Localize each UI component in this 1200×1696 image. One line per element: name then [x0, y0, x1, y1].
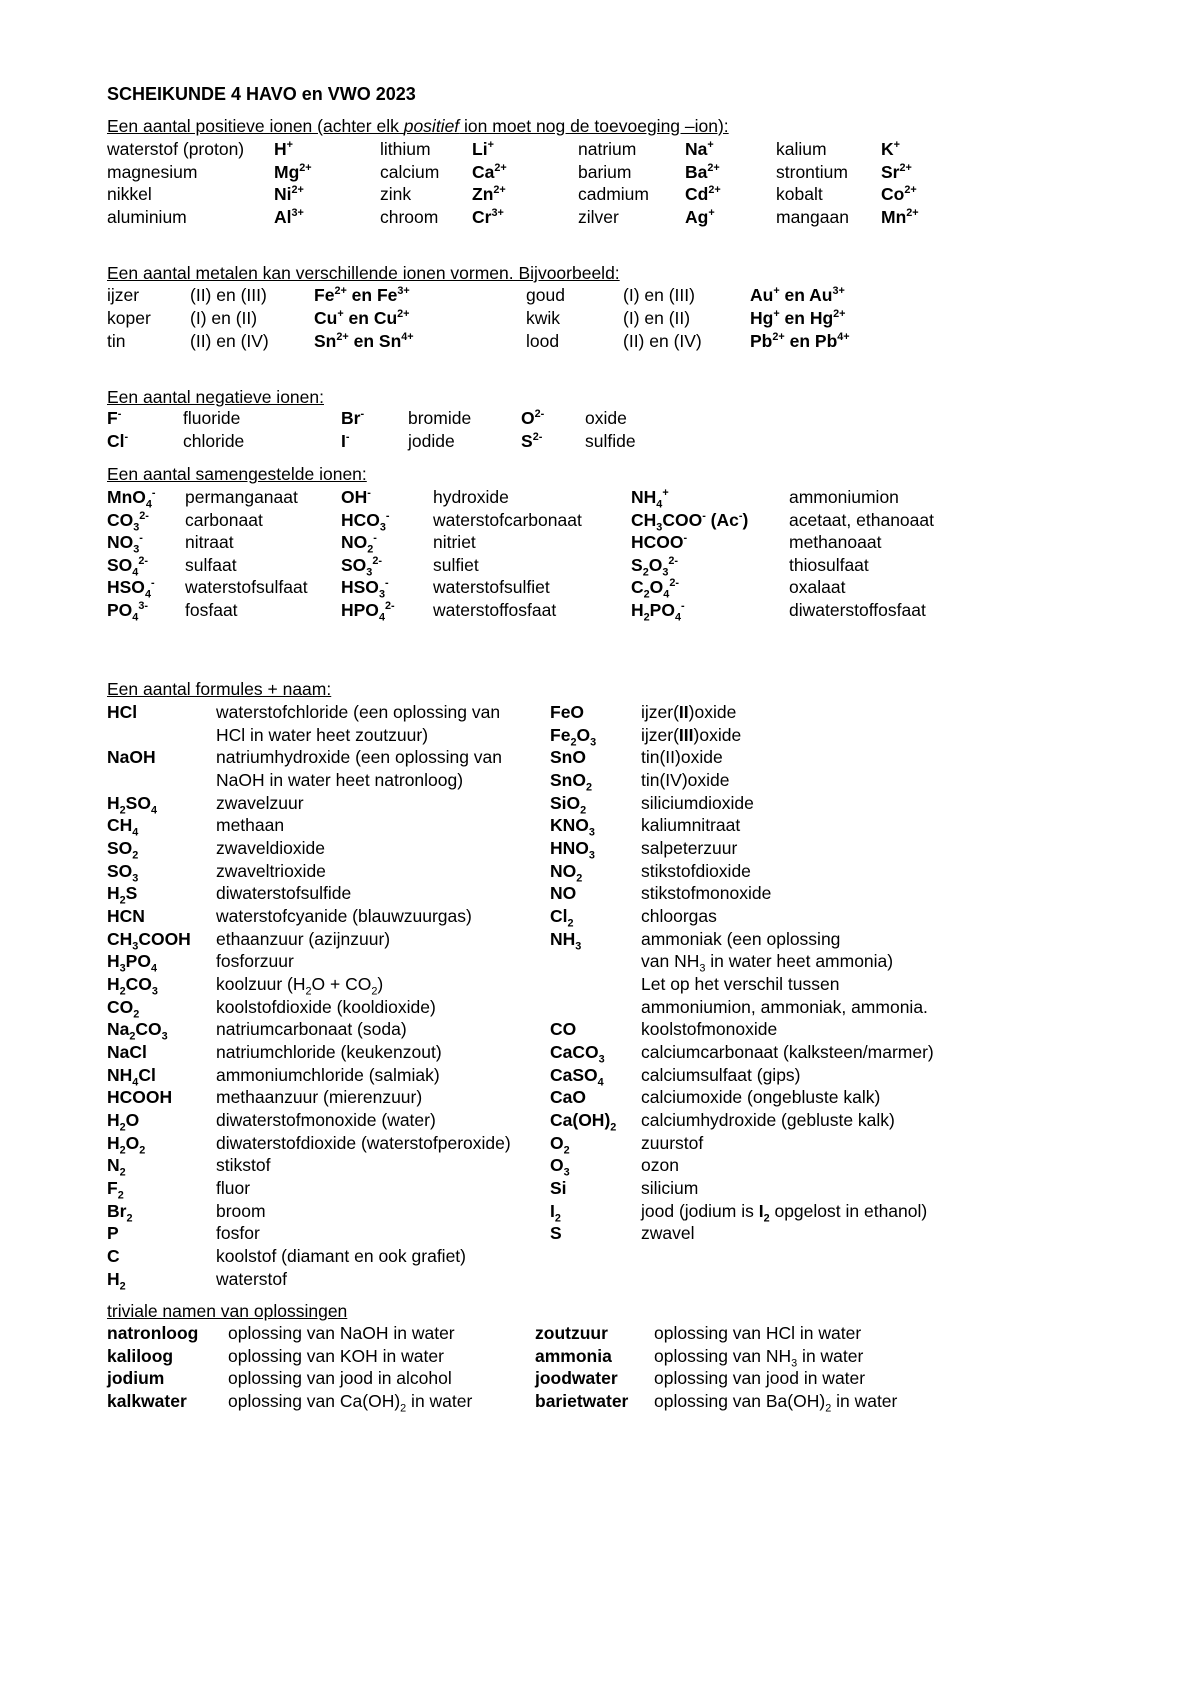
formula-name: diwaterstofsulfide	[216, 883, 352, 904]
formula-name: broom	[216, 1200, 266, 1221]
compound-ion-name: thiosulfaat	[789, 554, 869, 575]
trivial-name: kalkwater	[107, 1390, 187, 1411]
compound-ion-name: permanganaat	[185, 487, 298, 507]
compound-ion-name: sulfiet	[433, 554, 479, 575]
formula: $SO_2$	[107, 837, 139, 862]
neg-ion-symbol: F-	[107, 408, 122, 428]
formula-name: silicium	[641, 1177, 699, 1198]
compound-ion-name: ammoniumion	[789, 487, 899, 507]
formula-name: koolzuur $(H_2O + CO_2)$	[216, 973, 384, 998]
formula-name: ammoniak (een oplossing	[641, 928, 841, 949]
compound-ion-formula: $HCO_3^-$	[341, 509, 390, 534]
metal-ion-formulas: $Fe^{2+}$ en $Fe^{3+}$	[314, 285, 410, 305]
formula: CO	[550, 1019, 577, 1040]
neg-ion-name: fluoride	[183, 408, 241, 428]
formula-name: natriumhydroxide (een oplossing van	[216, 747, 502, 768]
ion-name: zilver	[578, 206, 619, 227]
formula-name: tin(II)oxide	[641, 747, 723, 768]
formula: $Br_2$	[107, 1200, 133, 1225]
compound-ion-formula: $HSO_4^-$	[107, 577, 155, 601]
ion-symbol: $Ni^{2+}$	[274, 184, 304, 204]
formula: $CH_3COOH$	[107, 928, 191, 953]
neg-ion-name: sulfide	[585, 431, 636, 451]
formula: $Ca(OH)_2$	[550, 1109, 617, 1134]
compound-ion-formula: $PO_4^{3-}$	[107, 600, 148, 624]
ion-symbol: $Cr^{3+}$	[472, 206, 504, 227]
formula-name: tin(IV)oxide	[641, 769, 730, 790]
formula: FeO	[550, 702, 585, 722]
metal-ion-formulas: Au+ en $Au^{3+}$	[750, 285, 845, 305]
trivial-description: oplossing van NaOH in water	[228, 1323, 455, 1343]
formula-name: calciumcarbonaat (kalksteen/marmer)	[641, 1041, 934, 1062]
formula: $CO_2$	[107, 996, 140, 1021]
formula: $HNO_3$	[550, 837, 595, 862]
compound-ion-name: waterstofcarbonaat	[433, 509, 582, 530]
formula: $H_2$	[107, 1268, 126, 1292]
compound-ion-formula: $C_2O_4^{2-}$	[631, 577, 679, 601]
metal-charges: (I) en (II)	[190, 308, 258, 328]
ion-symbol: Na+	[685, 139, 714, 159]
metal-name: tin	[107, 331, 126, 351]
compound-ion-formula: OH-	[341, 487, 371, 507]
formula: C	[107, 1245, 120, 1266]
ion-symbol: H+	[274, 139, 293, 159]
formula-name: zuurstof	[641, 1132, 704, 1153]
metal-name: goud	[526, 285, 565, 305]
trivial-description: oplossing van jood in alcohol	[228, 1368, 452, 1389]
formula-name: ethaanzuur (azijnzuur)	[216, 928, 391, 949]
formula-name: stikstof	[216, 1155, 271, 1176]
neg-ion-name: chloride	[183, 431, 245, 451]
formula-name: zwavelzuur	[216, 792, 304, 813]
formula-name: koolstofdioxide (kooldioxide)	[216, 996, 436, 1017]
formula: HCl	[107, 702, 138, 722]
metal-name: koper	[107, 308, 151, 328]
formula: NO	[550, 883, 577, 904]
formula: Si	[550, 1177, 567, 1198]
formula-name: van $NH_3$ in water heet ammonia)	[641, 951, 894, 975]
compound-ion-formula: $CO_3^{2-}$	[107, 509, 149, 534]
ion-name: kobalt	[776, 184, 823, 204]
neg-ion-symbol: Cl-	[107, 431, 129, 451]
formula-name: natriumcarbonaat (soda)	[216, 1019, 407, 1040]
compound-ion-formula: $CH_3COO^-$ (Ac-)	[631, 509, 749, 534]
formula-name: zwaveltrioxide	[216, 860, 326, 881]
ion-name: aluminium	[107, 206, 187, 227]
ion-symbol: $Ca^{2+}$	[472, 161, 507, 182]
formula-name: salpeterzuur	[641, 837, 738, 858]
formula-name: ammoniumion, ammoniak, ammonia.	[641, 996, 928, 1017]
formula: $Na_2CO_3$	[107, 1019, 168, 1043]
formula: $CH_4$	[107, 815, 139, 839]
compound-ion-name: carbonaat	[185, 509, 263, 530]
formula: $I_2$	[550, 1200, 561, 1225]
ion-symbol: $Ba^{2+}$	[685, 161, 720, 182]
trivial-name: barietwater	[535, 1390, 629, 1411]
formula: $O_2$	[550, 1132, 570, 1157]
trivial-description: oplossing van $NH_3$ in water	[654, 1345, 864, 1370]
formula: SnO$_2$	[550, 769, 593, 794]
compound-ion-formula: MnO$_4$-	[107, 487, 156, 511]
ion-symbol: $Sr^{2+}$	[881, 161, 912, 182]
ion-name: natrium	[578, 139, 637, 159]
formula-name: fosforzuur	[216, 951, 294, 972]
ion-symbol: $Co^{2+}$	[881, 184, 917, 204]
compound-ion-name: waterstofsulfaat	[185, 577, 308, 598]
ion-symbol: Li+	[472, 139, 494, 159]
trivial-description: oplossing van $Ca(OH)_2$ in water	[228, 1390, 473, 1415]
formula: P	[107, 1223, 119, 1244]
compound-ion-formula: $S_2O_3^{2-}$	[631, 554, 679, 579]
compound-ion-formula: HCOO-	[631, 532, 688, 553]
metal-charges: (I) en (III)	[623, 285, 695, 305]
metal-charges: (I) en (II)	[623, 308, 691, 328]
formula-name: methaan	[216, 815, 285, 836]
compound-ion-name: hydroxide	[433, 487, 509, 507]
formula-name: calciumhydroxide (gebluste kalk)	[641, 1109, 895, 1130]
trivial-name: natronloog	[107, 1323, 199, 1343]
formula-name: koolstof (diamant en ook grafiet)	[216, 1245, 466, 1266]
formula: $H_2O_2$	[107, 1132, 146, 1157]
ion-name: kalium	[776, 139, 827, 159]
formula-name: waterstof	[216, 1268, 287, 1289]
formula-name: stikstofmonoxide	[641, 883, 772, 904]
formula-name: kaliumnitraat	[641, 815, 741, 836]
ion-symbol: $Cd^{2+}$	[685, 184, 721, 204]
compound-ion-formula: $SO_4^{2-}$	[107, 554, 148, 579]
compound-ion-name: waterstoffosfaat	[433, 600, 557, 620]
ion-symbol: $Mg^{2+}$	[274, 161, 312, 182]
ion-symbol: K+	[881, 139, 900, 159]
compound-ion-formula: $HSO_3^-$	[341, 577, 389, 601]
ion-name: lithium	[380, 139, 431, 159]
formula: $NO_2$	[550, 860, 583, 885]
formula: NaOH	[107, 747, 156, 768]
ion-symbol: $Zn^{2+}$	[472, 184, 506, 204]
compound-ion-name: nitraat	[185, 532, 234, 553]
trivial-name: kaliloog	[107, 1345, 174, 1366]
formula-name: chloorgas	[641, 905, 717, 926]
ion-name: zink	[380, 184, 412, 204]
formula: S	[550, 1223, 562, 1244]
formula-name: NaOH in water heet natronloog)	[216, 769, 464, 790]
metal-ion-formulas: $Pb^{2+}$ en $Pb^{4+}$	[750, 331, 850, 351]
trivial-names-heading: triviale namen van oplossingen	[107, 1301, 348, 1321]
ion-symbol: $Mn^{2+}$	[881, 206, 919, 227]
formula: NaCl	[107, 1041, 147, 1062]
formula-name: jood (jodium is $I_2$ opgelost in ethanol)	[641, 1200, 928, 1225]
formula-name: HCl in water heet zoutzuur)	[216, 724, 429, 745]
ion-symbol: $Al^{3+}$	[274, 206, 304, 227]
metal-charges: (II) en (IV)	[190, 331, 269, 351]
metal-charges: (II) en (III)	[190, 285, 267, 305]
formula: $NH_4Cl$	[107, 1064, 156, 1089]
compound-ion-name: waterstofsulfiet	[433, 577, 550, 598]
formula-name: siliciumdioxide	[641, 792, 754, 813]
formula-name: fosfor	[216, 1223, 260, 1244]
compound-ion-formula: $NO_2^-$	[341, 532, 377, 556]
formula-name: diwaterstofmonoxide (water)	[216, 1109, 436, 1130]
formula-name: Let op het verschil tussen	[641, 973, 840, 994]
trivial-name: joodwater	[535, 1368, 618, 1389]
ion-name: barium	[578, 161, 632, 182]
formula-name: zwavel	[641, 1223, 695, 1244]
ion-symbol: Ag+	[685, 206, 715, 227]
compound-ions-heading: Een aantal samengestelde ionen:	[107, 464, 367, 484]
compound-ion-name: acetaat, ethanoaat	[789, 509, 934, 530]
formula-name: koolstofmonoxide	[641, 1019, 778, 1040]
formula-name: ijzer(II)oxide	[641, 702, 737, 722]
neg-ion-symbol: $O^{2-}$	[521, 408, 545, 428]
formula-name: diwaterstofdioxide (waterstofperoxide)	[216, 1132, 511, 1153]
neg-ion-symbol: $S^{2-}$	[521, 431, 543, 451]
formula: $H_2S$	[107, 883, 138, 907]
compound-ion-name: oxalaat	[789, 577, 846, 598]
formula-name: ammoniumchloride (salmiak)	[216, 1064, 440, 1085]
metal-charges: (II) en (IV)	[623, 331, 702, 351]
formula-name: fluor	[216, 1177, 251, 1198]
trivial-name: jodium	[107, 1368, 165, 1389]
compound-ion-formula: $NO_3^-$	[107, 532, 143, 556]
compound-ion-name: nitriet	[433, 532, 476, 553]
formula: $F_2$	[107, 1177, 124, 1202]
formula: $N_2$	[107, 1155, 126, 1179]
formula-name: methaanzuur (mierenzuur)	[216, 1087, 423, 1108]
ion-name: cadmium	[578, 184, 649, 204]
formula-name: calciumoxide (ongebluste kalk)	[641, 1087, 881, 1108]
formula-name: natriumchloride (keukenzout)	[216, 1041, 442, 1062]
positive-ions-heading: Een aantal positieve ionen (achter elk positief ion moet nog de toevoeging –ion):	[107, 116, 729, 136]
formula: CaCO$_3$	[550, 1041, 605, 1066]
compound-ion-name: fosfaat	[185, 600, 238, 620]
ion-name: chroom	[380, 206, 439, 227]
trivial-description: oplossing van KOH in water	[228, 1345, 444, 1366]
compound-ion-formula: $HPO_4^{2-}$	[341, 600, 395, 624]
compound-ion-formula: $SO_3^{2-}$	[341, 554, 382, 579]
compound-ion-name: methanoaat	[789, 532, 882, 553]
negative-ions-heading: Een aantal negatieve ionen:	[107, 387, 324, 407]
formula: HCN	[107, 905, 145, 926]
neg-ion-name: jodide	[408, 431, 455, 451]
formula: CaSO$_4$	[550, 1064, 604, 1089]
metal-ion-formulas: Cu+ en $Cu^{2+}$	[314, 308, 410, 328]
formula-name: waterstofcyanide (blauwzuurgas)	[216, 905, 472, 926]
trivial-name: ammonia	[535, 1345, 612, 1366]
formula-name: waterstofchloride (een oplossing van	[216, 702, 501, 722]
neg-ion-symbol: I-	[341, 431, 350, 451]
ion-name: nikkel	[107, 184, 152, 204]
formula-name: ijzer(III)oxide	[641, 724, 742, 745]
trivial-description: oplossing van HCl in water	[654, 1323, 862, 1343]
metal-name: lood	[526, 331, 560, 351]
formula: $H_3PO_4$	[107, 951, 157, 975]
metal-name: ijzer	[107, 285, 140, 305]
compound-ion-formula: $NH_4^+$	[631, 487, 669, 511]
ion-name: calcium	[380, 161, 440, 182]
ion-name: magnesium	[107, 161, 198, 182]
neg-ion-name: oxide	[585, 408, 627, 428]
formula: CaO	[550, 1087, 586, 1108]
compound-ion-formula: $H_2PO_4^-$	[631, 600, 685, 624]
formula: $Fe_2O_3$	[550, 724, 597, 749]
metal-name: kwik	[526, 308, 561, 328]
formula: $Cl_2$	[550, 905, 574, 930]
metal-ion-formulas: $Sn^{2+}$ en $Sn^{4+}$	[314, 331, 414, 351]
ion-name: strontium	[776, 161, 848, 182]
neg-ion-symbol: Br-	[341, 408, 365, 428]
metal-ion-formulas: Hg+ en $Hg^{2+}$	[750, 308, 846, 328]
formula-name: calciumsulfaat (gips)	[641, 1064, 801, 1085]
formula: SnO	[550, 747, 586, 768]
page-title: SCHEIKUNDE 4 HAVO en VWO 2023	[107, 84, 416, 104]
formula-name: zwaveldioxide	[216, 837, 325, 858]
formula: $H_2O$	[107, 1109, 140, 1134]
formula-name: stikstofdioxide	[641, 860, 751, 881]
formula: $H_2SO_4$	[107, 792, 157, 817]
multi-ions-heading: Een aantal metalen kan verschillende ionen vormen. Bijvoorbeeld:	[107, 263, 620, 283]
formulas-heading: Een aantal formules + naam:	[107, 679, 332, 699]
formula: HCOOH	[107, 1087, 173, 1108]
formula: $KNO_3$	[550, 815, 595, 839]
neg-ion-name: bromide	[408, 408, 472, 428]
formula: SiO$_2$	[550, 792, 587, 817]
formula: $H_2CO_3$	[107, 973, 158, 998]
formula-name: ozon	[641, 1155, 679, 1176]
ion-name: mangaan	[776, 206, 849, 227]
compound-ion-name: diwaterstoffosfaat	[789, 600, 926, 620]
trivial-name: zoutzuur	[535, 1323, 608, 1343]
formula: $SO_3$	[107, 860, 139, 885]
trivial-description: oplossing van $Ba(OH)_2$ in water	[654, 1390, 898, 1415]
compound-ion-name: sulfaat	[185, 554, 237, 575]
formula: $NH_3$	[550, 928, 582, 953]
trivial-description: oplossing van jood in water	[654, 1368, 866, 1389]
ion-name: waterstof (proton)	[107, 139, 245, 159]
formula: $O_3$	[550, 1155, 570, 1179]
